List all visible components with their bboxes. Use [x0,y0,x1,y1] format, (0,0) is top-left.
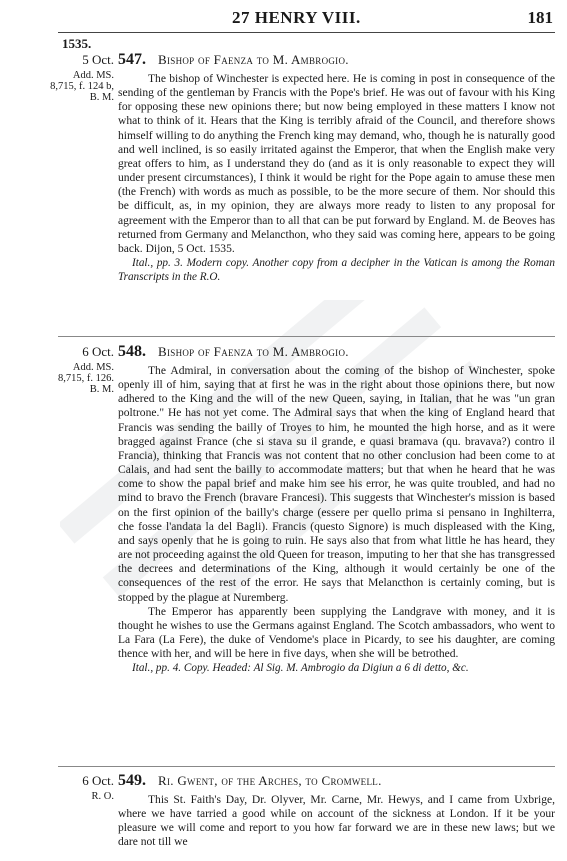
ref-line: B. M. [89,384,114,395]
ref-line: Add. MS. [72,70,114,81]
entry-heading [118,52,555,68]
entry-note-text: Ital., pp. 4. Copy. Headed: Al Sig. M. Ambrogio da Digiun a 6 di detto, &c. [132,662,469,675]
entry-number: 547. [118,51,146,68]
entry-margin [44,773,114,802]
entry-title: Bishop of Faenza to M. Ambrogio. [158,52,349,67]
year-label: 1535. [62,36,92,51]
entry-separator [58,336,555,337]
entry-title: Ri. Gwent, of the Arches, to Cromwell. [158,773,382,788]
ref-line: 8,715, f. 124 b, [50,81,114,92]
entry-paragraph: The bishop of Winchester is expected here. He is coming in post in consequence of the sending of the gentleman by Francis with the Pope's brief. He was out of favour with his King for opposing these new opinions there; but now being employed in these matters I know not what to think of it. Hears that the King is terribly afraid of the Council, and therefore shows himself willing to do anything the French king may demand, who, though he is naturally good and well inclined, is so easily irritated against the Emperor, that when the English make very great offers to him, as I understand they do (and as it is only reasonable to expect they will under present circumstances), I think it would be right for the Pope again to amuse these men (the French) with words as much as possible, to be the more secure of them. Nor should this be difficult, as, in my opinion, they are always more ready to listen to any proposal for agreement with the Emperor than to all that can be put forward by England. M. de Beoves has returned from Germany and Melancthon, who they said was coming here, appears to be going back. Dijon, 5 Oct. 1535. [118,73,555,255]
entry-margin [44,52,114,103]
entry-number: 549. [118,772,146,789]
ref-line: B. M. [89,92,114,103]
page-header [0,6,567,30]
entry-body [118,793,555,850]
entry-heading [118,344,555,360]
page-number: 181 [527,8,553,27]
header-rule [58,32,555,33]
entry-body [118,364,555,675]
entry-date: 6 Oct. [82,344,114,359]
entry-note-text: Ital., pp. 3. Modern copy. Another copy from a decipher in the Vatican is among the Roman Transcripts in the R.O. [118,257,555,284]
entry-title: Bishop of Faenza to M. Ambrogio. [158,344,349,359]
entry-body [118,72,555,284]
running-head: 27 HENRY VIII. [232,8,361,27]
ref-line: Add. MS. [72,362,114,373]
entry-number: 548. [118,343,146,360]
entry-heading [118,773,555,789]
entry-paragraph: This St. Faith's Day, Dr. Olyver, Mr. Carne, Mr. Hewys, and I came from Uxbrige, where we have tarried a good while on account of the sickness at London. If it be your pleasure we will come and report to you how far forward we are in these new laws; but we dare not till we [118,794,555,849]
entry-separator [58,766,555,767]
entry-paragraph: The Emperor has apparently been supplying the Landgrave with money, and it is thought he wishes to use the Germans against England. The Scotch ambassadors, who went to La Fara (La Fere), the duke of Vendome's place in Picardy, to see his daughter, are coming thence with her, and will be here in five days, when she will be betrothed. [118,605,555,661]
entry-margin [44,344,114,395]
ref-line: 8,715, f. 126. [58,373,114,384]
entry-date: 5 Oct. [82,52,114,67]
entry-date: 6 Oct. [82,773,114,788]
entry-note [118,256,555,284]
entry-note [118,661,555,675]
ref-line: R. O. [91,791,114,802]
entry-paragraph: The Admiral, in conversation about the coming of the bishop of Winchester, spoke openly ill of him, saying that at first he was in the right about those opinions there, but now adhered to the King and the will of the new Queen, saying, in Italian, that he was "un gran poltrone." He has not yet come. The Admiral says that when the king of England heard that Francis was sending the bailly of Troyes to him, he mounted the high horse, and as it were bragged against France (che si stava su il grande, e quasi bramava (qu. bravava?) contro il Francia), thinking that Francis was not content that no other conclusion had been come to at Calais, and had sent the bailly to accommodate matters; but that when he heard that he was come to show the papal brief and make him see his error, he was quite troubled, and had no mind to bravo the French (bravare Francesi). This suggests that Winchester's mission is based on the first opinion of the bailly's charge (essere per quello prima si pensano in Inghilterra, che fosse l'andata la del Bagli). Francis (questo Signore) is much displeased with the King, and says openly that he is going to ruin. He says also that from what little he has heard, they are not proceeding against the old Queen for treason, imputing to her that she has transgressed the decrees and determinations of the King, although it would certainly be one of the consequences of the rest of the error. He says that Melancthon is certainly coming, but is stopped by the plague at Nuremberg. [118,365,555,604]
